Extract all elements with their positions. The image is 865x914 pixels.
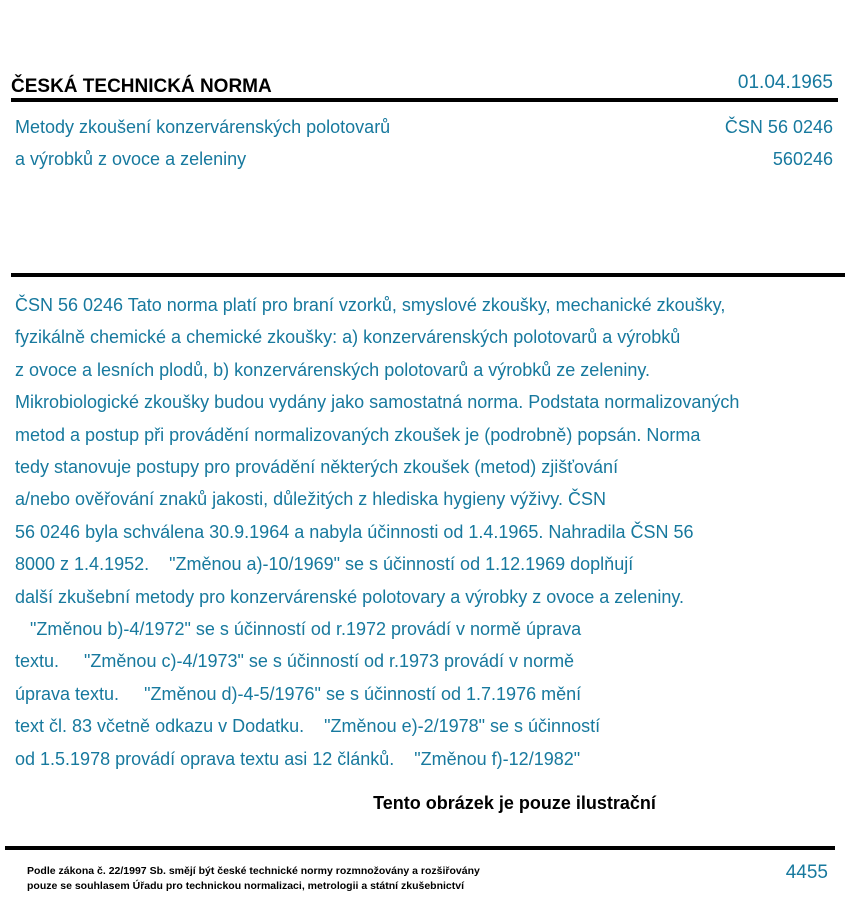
abstract-line: 8000 z 1.4.1952. "Změnou a)-10/1969" se s účinností od 1.12.1969 doplňují [15, 554, 634, 575]
document-date: 01.04.1965 [737, 72, 833, 93]
header-divider [11, 98, 838, 102]
standard-code: ČSN 56 0246 [724, 117, 833, 137]
legal-notice [27, 864, 480, 894]
document-abstract [15, 289, 865, 775]
catalog-number: 560246 [772, 149, 833, 169]
abstract-line: úprava textu. "Změnou d)-4-5/1976" se s účinností od 1.7.1976 mění [15, 683, 582, 704]
abstract-line: Mikrobiologické zkoušky budou vydány jako samostatná norma. Podstata normalizovaných [15, 392, 740, 413]
abstract-line: metod a postup při provádění normalizovaných zkoušek je (podrobně) popsán. Norma [15, 424, 701, 445]
legal-notice-line-2: pouze se souhlasem Úřadu pro technickou normalizaci, metrologii a státní zkušebnictví [27, 880, 465, 892]
document-title-line-1: Metody zkoušení konzervárenských polotovarů [15, 117, 391, 137]
abstract-line: text čl. 83 včetně odkazu v Dodatku. "Změnou e)-2/1978" se s účinností [15, 716, 601, 737]
abstract-line: textu. "Změnou c)-4/1973" se s účinností od r.1973 provádí v normě [15, 651, 575, 672]
abstract-line: další zkušební metody pro konzervárenské polotovary a výrobky z ovoce a zeleniny. [15, 586, 685, 607]
title-divider [11, 273, 845, 277]
abstract-line: z ovoce a lesních plodů, b) konzervárenských polotovarů a výrobků ze zeleniny. [15, 359, 651, 380]
abstract-line: a/nebo ověřování znaků jakosti, důležitých z hlediska hygieny výživy. ČSN [15, 489, 606, 510]
abstract-line: tedy stanovuje postupy pro provádění některých zkoušek (metod) zjišťování [15, 457, 619, 478]
legal-notice-line-1: Podle zákona č. 22/1997 Sb. smějí být české technické normy rozmnožovány a rozšiřovány [27, 865, 480, 877]
abstract-line: 56 0246 byla schválena 30.9.1964 a nabyla účinnosti od 1.4.1965. Nahradila ČSN 56 [15, 521, 694, 542]
illustration-notice: Tento obrázek je pouze ilustrační [373, 793, 656, 813]
footer-divider [5, 846, 835, 850]
page-number: 4455 [785, 862, 828, 883]
document-title-line-2: a výrobků z ovoce a zeleniny [15, 149, 247, 169]
abstract-line: od 1.5.1978 provádí oprava textu asi 12 článků. "Změnou f)-12/1982" [15, 748, 581, 769]
abstract-line: "Změnou b)-4/1972" se s účinností od r.1972 provádí v normě úprava [15, 619, 582, 640]
abstract-line: ČSN 56 0246 Tato norma platí pro braní vzorků, smyslové zkoušky, mechanické zkoušky, [15, 295, 726, 315]
abstract-line: fyzikálně chemické a chemické zkoušky: a) konzervárenských polotovarů a výrobků [15, 327, 681, 348]
document-organization: ČESKÁ TECHNICKÁ NORMA [11, 76, 272, 97]
